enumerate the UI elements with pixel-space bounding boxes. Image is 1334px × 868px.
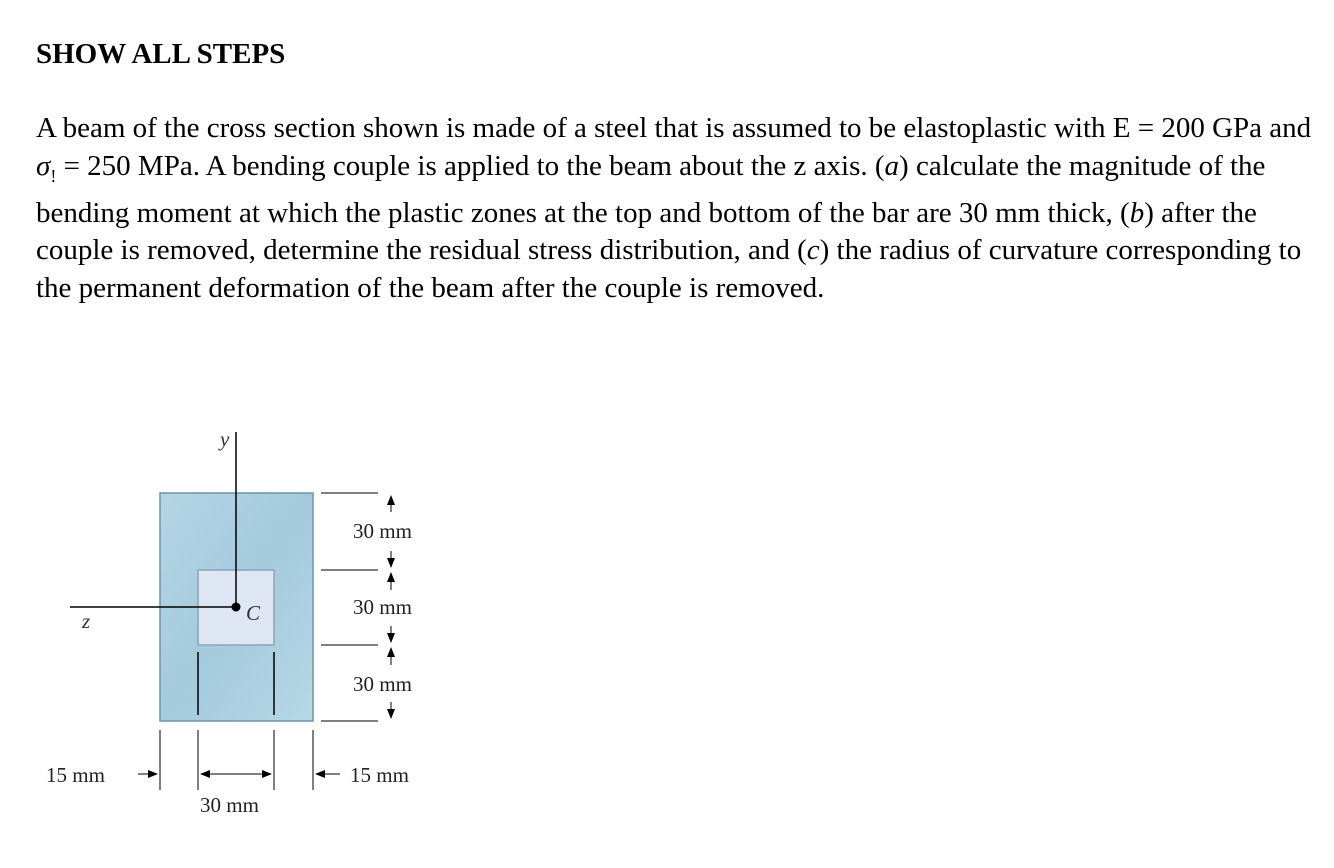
problem-text-3: calculate the magnitude of the bending moment at which the plastic zones at the top and bottom of the bar are 30 mm thick, <box>36 149 1266 229</box>
sigma-subscript: ! <box>50 165 57 186</box>
y-axis-label: y <box>220 427 230 451</box>
dim-right-wall-label: 15 mm <box>350 763 409 787</box>
dim-top-label: 30 mm <box>353 519 412 543</box>
z-axis-label: z <box>82 609 91 633</box>
part-c-letter: c <box>806 234 820 267</box>
problem-text-5: the radius of curvature corresponding to the permanent deformation of the beam after the couple is removed. <box>36 234 1302 304</box>
dim-bottom-label: 30 mm <box>353 672 412 696</box>
centroid-label: C <box>246 601 261 625</box>
dim-middle-label: 30 mm <box>353 595 412 619</box>
part-b-label: (b) <box>1120 196 1154 229</box>
cross-section-figure <box>0 400 480 840</box>
dim-hole-width-label: 30 mm <box>200 793 259 817</box>
dim-left-wall-label: 15 mm <box>46 763 105 787</box>
part-a-label: (a) <box>874 149 909 182</box>
problem-text-4: after the couple is removed, determine the residual stress distribution, and <box>36 196 1257 267</box>
problem-text-1: A beam of the cross section shown is made of a steel that is assumed to be elastoplastic with E = 200 GPa and <box>36 112 1312 144</box>
sigma-symbol: σ <box>36 149 51 182</box>
problem-statement <box>36 110 1316 307</box>
centroid-dot <box>232 603 241 612</box>
problem-text-2: = 250 MPa. A bending couple is applied to the beam about the z axis. <box>56 149 875 182</box>
part-c-label: (c) <box>797 234 830 267</box>
heading: SHOW ALL STEPS <box>36 38 286 70</box>
part-a-letter: a <box>884 149 900 182</box>
part-b-letter: b <box>1129 196 1145 229</box>
